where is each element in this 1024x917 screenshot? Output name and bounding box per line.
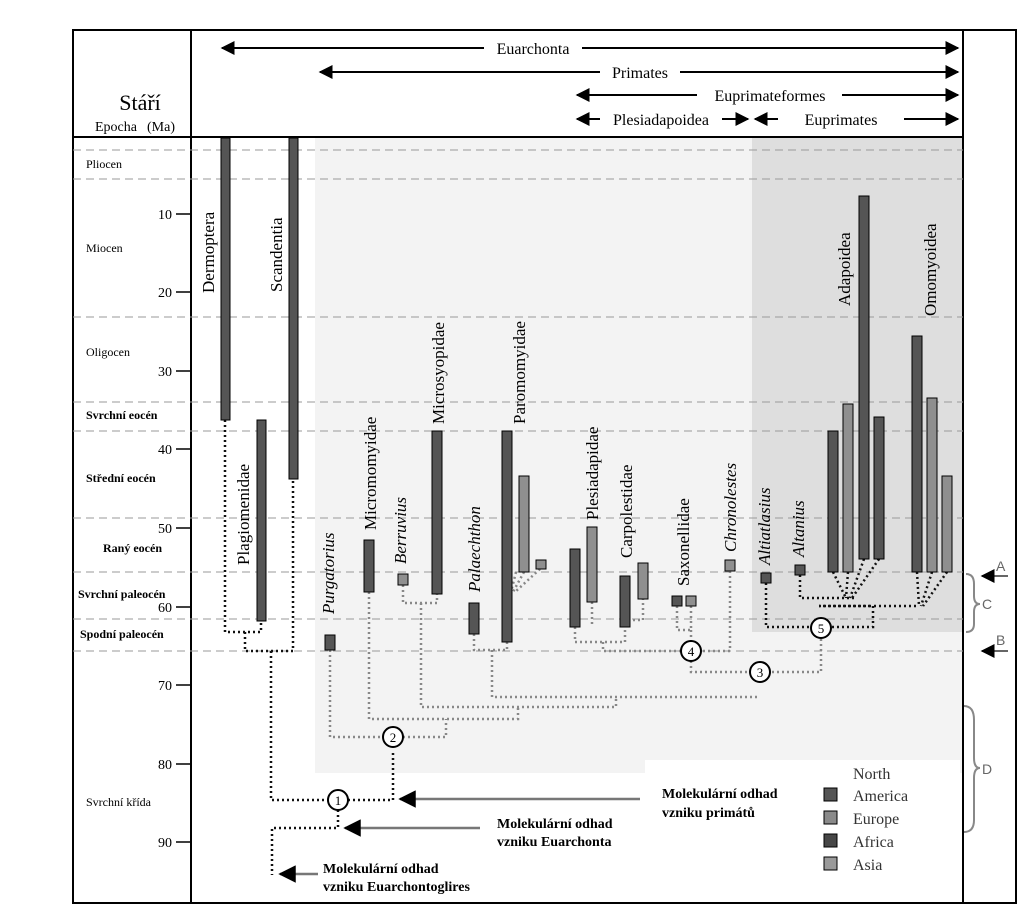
epoch-label: Střední eocén bbox=[86, 471, 156, 485]
taxon-label-paromomyidae: Paromomyidae bbox=[510, 321, 529, 424]
clade-arrows bbox=[222, 48, 958, 119]
taxon-label-saxonellidae: Saxonellidae bbox=[674, 498, 693, 586]
age-tick-label: 40 bbox=[158, 443, 172, 458]
bar-purgatorius bbox=[325, 635, 335, 650]
age-tick-label: 60 bbox=[158, 601, 172, 616]
bar-altanius bbox=[795, 565, 805, 575]
side-markers bbox=[964, 558, 1008, 832]
bar-plagiomenidae bbox=[257, 420, 266, 621]
epoch-label: Raný eocén bbox=[103, 541, 162, 555]
bar-berruvius bbox=[398, 574, 408, 585]
annotation-euarchonta-line1: Molekulární odhad bbox=[497, 817, 613, 832]
bar-microsyopidae bbox=[432, 431, 442, 594]
taxon-label-microsyopidae: Microsyopidae bbox=[429, 322, 448, 424]
brace-c bbox=[966, 574, 980, 632]
legend-item: Europe bbox=[853, 811, 900, 828]
annotation-primates-line1: Molekulární odhad bbox=[662, 787, 778, 802]
age-tick-label: 80 bbox=[158, 758, 172, 773]
taxon-label-palaechthon: Palaechthon bbox=[465, 506, 484, 592]
taxon-label-altanius: Altanius bbox=[789, 500, 808, 557]
clade-label-euarchonta: Euarchonta bbox=[496, 41, 570, 58]
bar-carpolestidae-na bbox=[620, 576, 630, 627]
side-marker-c: C bbox=[982, 596, 993, 612]
age-title: Stáří bbox=[119, 90, 161, 115]
epoch-label: Miocen bbox=[86, 241, 123, 255]
taxon-label-micromomyidae: Micromomyidae bbox=[361, 416, 380, 530]
taxon-label-scandentia: Scandentia bbox=[267, 217, 286, 292]
taxon-label-purgatorius: Purgatorius bbox=[319, 532, 338, 614]
taxon-label-berruvius: Berruvius bbox=[391, 496, 410, 564]
annotation-euarchontoglires-line1: Molekulární odhad bbox=[323, 862, 439, 877]
taxon-label-adapoidea: Adapoidea bbox=[835, 232, 854, 306]
bar-paromomyidae-na bbox=[502, 431, 512, 642]
age-tick-label: 10 bbox=[158, 208, 172, 223]
clade-label-primates: Primates bbox=[612, 65, 668, 82]
bar-omomyoidea-3 bbox=[942, 476, 952, 572]
node-label: 4 bbox=[687, 644, 695, 659]
legend-item: Asia bbox=[853, 857, 883, 874]
side-marker-b: B bbox=[996, 632, 1006, 648]
taxon-label-chronolestes: Chronolestes bbox=[721, 462, 740, 552]
taxon-label-omomyoidea: Omomyoidea bbox=[921, 223, 940, 316]
bar-altiatlasius bbox=[761, 573, 771, 583]
annotation-euarchontoglires-line2: vzniku Euarchontoglires bbox=[323, 880, 470, 895]
clade-labels bbox=[497, 41, 878, 129]
epoch-label: Svrchní paleocén bbox=[78, 587, 166, 601]
epoch-label: Oligocen bbox=[86, 345, 130, 359]
bar-saxonellidae-na bbox=[672, 596, 682, 606]
bar-chronolestes bbox=[725, 560, 735, 571]
bar-plesiadapidae-eu bbox=[587, 527, 597, 602]
bar-scandentia bbox=[289, 138, 298, 479]
taxon-label-plesiadapidae: Plesiadapidae bbox=[583, 426, 602, 520]
annotation-euarchonta-line2: vzniku Euarchonta bbox=[497, 835, 612, 850]
age-tick-label: 50 bbox=[158, 522, 172, 537]
legend-title: North bbox=[853, 766, 891, 783]
legend-swatch-america bbox=[824, 788, 837, 801]
legend-swatch-europe bbox=[824, 811, 837, 824]
age-axis bbox=[176, 214, 191, 842]
bar-adapoidea-2 bbox=[843, 404, 853, 572]
node-label: 2 bbox=[389, 730, 397, 745]
age-tick-label: 30 bbox=[158, 365, 172, 380]
taxon-label-carpolestidae: Carpolestidae bbox=[617, 464, 636, 558]
legend-item: America bbox=[853, 788, 909, 805]
clade-label-euprimateformes: Euprimateformes bbox=[714, 88, 826, 105]
bar-paromomyidae-eu bbox=[519, 476, 529, 572]
bar-palaechthon bbox=[469, 603, 479, 634]
legend-item: Africa bbox=[853, 834, 894, 851]
epoch-label: Spodní paleocén bbox=[80, 627, 164, 641]
epoch-label: Svrchní eocén bbox=[86, 408, 158, 422]
node-label: 3 bbox=[756, 665, 764, 680]
clade-label-plesiadapoidea: Plesiadapoidea bbox=[613, 112, 709, 129]
annotation-primates-line2: vzniku primátů bbox=[662, 806, 755, 821]
node-label: 1 bbox=[334, 793, 342, 808]
bar-omomyoidea-1 bbox=[912, 336, 922, 572]
legend-swatch-africa bbox=[824, 834, 837, 847]
age-tick-labels bbox=[158, 208, 172, 851]
taxon-label-altiatlasius: Altiatlasius bbox=[755, 487, 774, 565]
bar-plesiadapidae-na bbox=[570, 549, 580, 627]
age-tick-label: 70 bbox=[158, 679, 172, 694]
clade-label-euprimates: Euprimates bbox=[804, 112, 878, 129]
bar-micromomyidae bbox=[364, 540, 374, 592]
epoch-label: Svrchní křída bbox=[86, 795, 151, 809]
brace-d bbox=[964, 706, 980, 832]
side-marker-d: D bbox=[982, 761, 993, 777]
epoch-label: Pliocen bbox=[86, 157, 122, 171]
node-label: 5 bbox=[817, 621, 825, 636]
legend-swatch-asia bbox=[824, 857, 837, 870]
epoch-label: Epocha bbox=[95, 120, 137, 135]
bar-carpolestidae-as bbox=[638, 563, 648, 599]
bar-adapoidea-3 bbox=[859, 196, 869, 559]
ma-label: (Ma) bbox=[147, 120, 175, 135]
taxon-label-plagiomenidae: Plagiomenidae bbox=[234, 463, 253, 565]
side-marker-a: A bbox=[996, 558, 1006, 574]
age-tick-label: 20 bbox=[158, 286, 172, 301]
bar-saxonellidae-eu bbox=[686, 596, 696, 606]
bar-dermoptera bbox=[221, 138, 230, 420]
bar-adapoidea-1 bbox=[828, 431, 838, 572]
age-tick-label: 90 bbox=[158, 836, 172, 851]
bar-adapoidea-4 bbox=[874, 417, 884, 559]
bar-paromomyidae-small bbox=[536, 560, 546, 569]
taxon-label-dermoptera: Dermoptera bbox=[199, 211, 218, 293]
epoch-labels bbox=[78, 157, 166, 809]
bar-omomyoidea-2 bbox=[927, 398, 937, 572]
